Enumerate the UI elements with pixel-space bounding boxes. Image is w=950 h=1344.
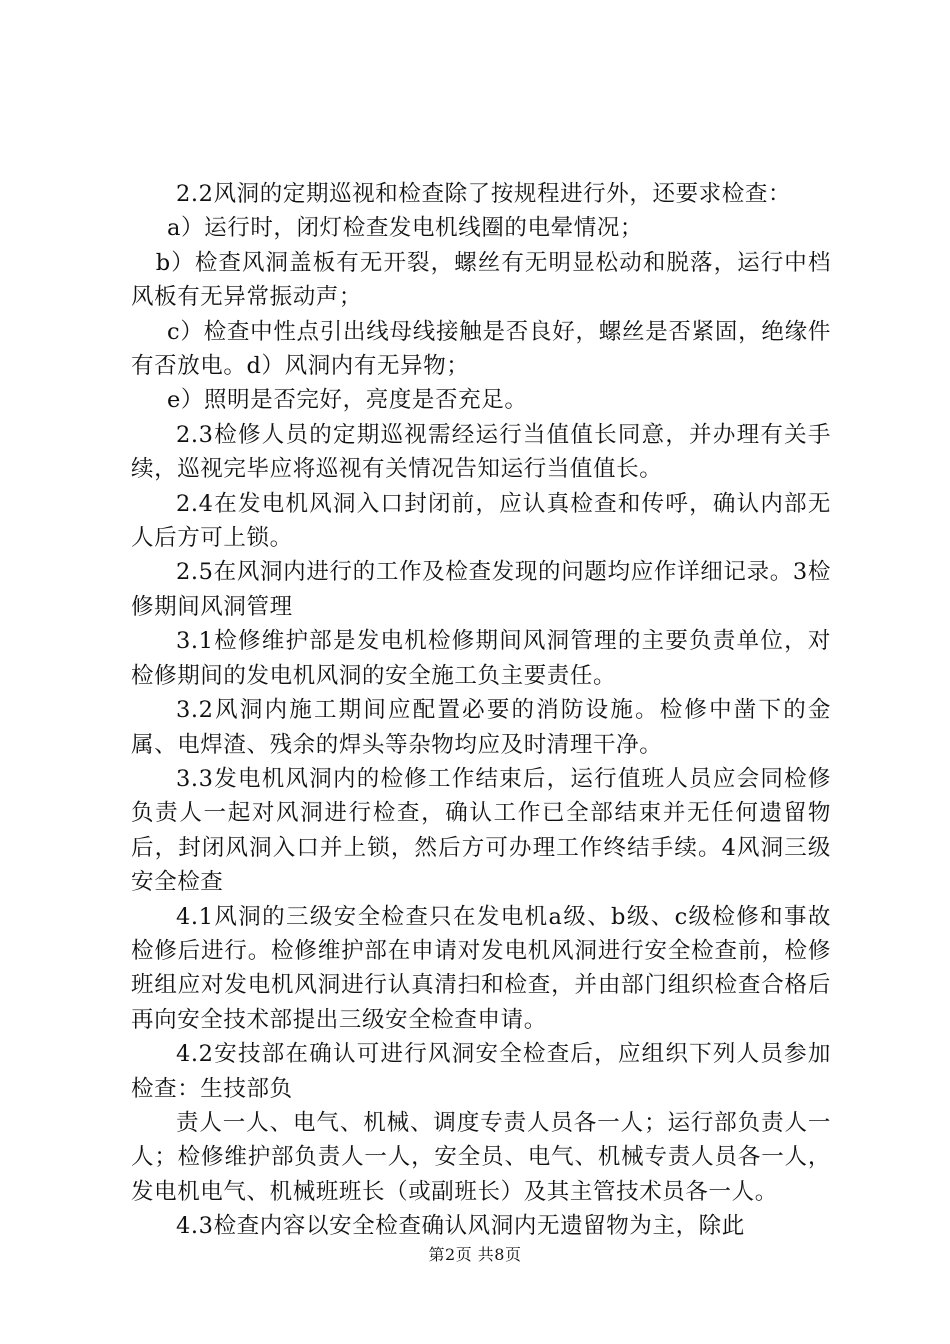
document-body (131, 177, 831, 1244)
paragraph-item-a: a）运行时，闭灯检查发电机线圈的电晕情况； (167, 215, 644, 242)
paragraph-3-2: 3.2风洞内施工期间应配置必要的消防设施。检修中凿下的金属、电焊渣、残余的焊头等杂物均应及时清理干净。 (131, 697, 831, 758)
page-number-footer: 第2页 共8页 (428, 1245, 522, 1264)
paragraph-2-4: 2.4在发电机风洞入口封闭前，应认真检查和传呼，确认内部无人后方可上锁。 (131, 490, 831, 552)
paragraph-4-3: 4.3检查内容以安全检查确认风洞内无遗留物为主，除此 (176, 1213, 745, 1240)
paragraph-4-1: 4.1风洞的三级安全检查只在发电机a级、b级、c级检修和事故检修后进行。检修维护部在申请对发电机风洞进行安全检查前，检修班组应对发电机风洞进行认真清扫和检查，并由部门组织检查合格后再向安全技术部提出三级安全检查申请。 (131, 903, 831, 1033)
paragraph-4-2-continued: 责人一人、电气、机械、调度专责人员各一人；运行部负责人一人；检修维护部负责人一人，安全员、电气、机械专责人员各一人，发电机电气、机械班班长（或副班长）及其主管技术员各一人。 (131, 1109, 831, 1205)
paragraph-3-1: 3.1检修维护部是发电机检修期间风洞管理的主要负责单位，对检修期间的发电机风洞的安全施工负主要责任。 (131, 628, 831, 689)
paragraph-3-3: 3.3发电机风洞内的检修工作结束后，运行值班人员应会同检修负责人一起对风洞进行检查，确认工作已全部结束并无任何遗留物后，封闭风洞入口并上锁，然后方可办理工作终结手续。4风洞三级安全检查 (131, 765, 831, 896)
paragraph-4-2: 4.2安技部在确认可进行风洞安全检查后，应组织下列人员参加检查：生技部负 (131, 1041, 831, 1102)
paragraph-2-3: 2.3检修人员的定期巡视需经运行当值值长同意，并办理有关手续，巡视完毕应将巡视有关情况告知运行当值值长。 (131, 421, 831, 483)
paragraph-item-e: e）照明是否完好，亮度是否充足。 (167, 387, 528, 414)
paragraph-2-5: 2.5在风洞内进行的工作及检查发现的问题均应作详细记录。3检修期间风洞管理 (131, 559, 831, 620)
paragraph-item-c-d: c）检查中性点引出线母线接触是否良好，螺丝是否紧固，绝缘件有否放电。d）风洞内有无异物； (131, 318, 831, 380)
paragraph-item-b: b）检查风洞盖板有无开裂，螺丝有无明显松动和脱落，运行中档风板有无异常振动声； (131, 249, 831, 311)
paragraph-2-2: 2.2风洞的定期巡视和检查除了按规程进行外，还要求检查： (176, 181, 792, 207)
